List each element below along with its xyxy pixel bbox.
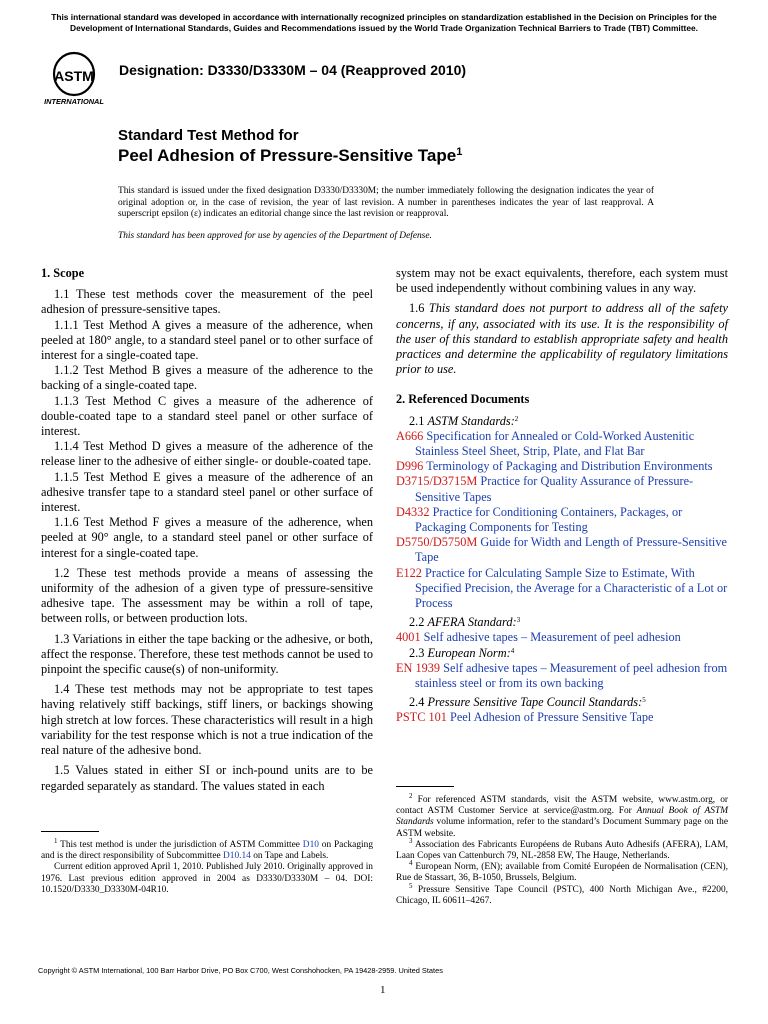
footnote-divider-right bbox=[396, 786, 454, 787]
refs-astm-number: 2.1 bbox=[409, 413, 425, 428]
ref-code[interactable]: D5750/D5750M bbox=[396, 535, 478, 550]
title-line-1: Standard Test Method for bbox=[118, 127, 299, 144]
ref-item[interactable] bbox=[396, 474, 728, 504]
scope-1-1-5: 1.1.5 Test Method E gives a measure of the adherence of an adhesive transfer tape to a standard steel panel or other surface of interest. bbox=[41, 469, 373, 515]
page-number: 1 bbox=[380, 984, 386, 996]
refs-afera-mark: 3 bbox=[516, 616, 521, 625]
fn1-edition: Current edition approved April 1, 2010. Published July 2010. Originally approved in 1976. Last previous edition approved in 2004 as D3330/D3330M – 04. DOI: 10.1520/D3330_D3330M-04R10. bbox=[41, 862, 373, 895]
logo-subtext: INTERNATIONAL bbox=[44, 97, 104, 106]
scope-1-1-6: 1.1.6 Test Method F gives a measure of the adherence, when peeled at 90° angle, to a standard steel panel or other surface of interest for a single-coated tape. bbox=[41, 515, 373, 560]
ref-code[interactable]: 4001 bbox=[396, 630, 421, 645]
refs-afera-number: 2.2 bbox=[409, 615, 425, 630]
ref-title[interactable]: Practice for Calculating Sample Size to Estimate, With Specified Precision, the Average for a Characteristic of a Lot or Process bbox=[415, 565, 728, 611]
fn2-text-c: volume information, refer to the standard’s Document Summary page on the ASTM website. bbox=[396, 817, 728, 839]
left-column bbox=[41, 266, 373, 794]
scope-1-6-number: 1.6 bbox=[409, 301, 425, 316]
scope-1-1-4: 1.1.4 Test Method D gives a measure of the adherence of the release liner to the adhesive of either single- or double-coated tape. bbox=[41, 439, 373, 469]
ref-item[interactable] bbox=[396, 535, 728, 565]
refs-pstc-mark: 5 bbox=[642, 696, 646, 705]
copyright: Copyright © ASTM International, 100 Barr Harbor Drive, PO Box C700, West Conshohocken, PA 19428-2959. United States bbox=[38, 966, 443, 975]
ref-item[interactable] bbox=[396, 459, 728, 474]
ref-code[interactable]: D4332 bbox=[396, 504, 430, 519]
refs-pstc-number: 2.4 bbox=[409, 695, 425, 710]
ref-title[interactable]: Self adhesive tapes – Measurement of peel adhesion bbox=[423, 630, 681, 645]
refs-afera-label: AFERA Standard: bbox=[427, 615, 517, 630]
fn4-mark: 4 bbox=[409, 859, 413, 868]
scope-1-5: 1.5 Values stated in either SI or inch-pound units are to be regarded separately as standard. The values stated in each bbox=[41, 763, 373, 793]
ref-item[interactable] bbox=[396, 505, 728, 535]
logo-text: ASTM bbox=[54, 68, 94, 84]
issue-statement: This standard is issued under the fixed designation D3330/D3330M; the number immediately following the designation indicates the year of original adoption or, in the case of revision, the year of last revision. A number in parentheses indicates the year of last reapproval. A superscript epsilon (ε) indicates an editorial change since the last revision or reapproval. bbox=[118, 186, 654, 220]
fn4-text: European Norm, (EN); available from Comité Européen de Normalisation (CEN), Rue de Stassart, 36, B-1050, Brussels, Belgium. bbox=[396, 862, 729, 884]
scope-1-4: 1.4 These test methods may not be appropriate to test tapes having relatively stiff backings, stiff liners, or backings showing high stretch at low forces. These characteristics will result in a high variability for the test response which is not a true indication of the real nature of the adhesive bond. bbox=[41, 682, 373, 758]
scope-1-1-2: 1.1.2 Test Method B gives a measure of the adherence to the backing of a single-coated tape. bbox=[41, 363, 373, 393]
designation: Designation: D3330/D3330M – 04 (Reapproved 2010) bbox=[119, 62, 467, 78]
astm-logo bbox=[40, 50, 108, 106]
fn3-text: Association des Fabricants Européens de Rubans Auto Adhesifs (AFERA), LAM, Laan Copes van Cattenburch 79, NL-2858 EW, The Hauge, Netherlands. bbox=[396, 839, 728, 862]
scope-1-1-1: 1.1.1 Test Method A gives a measure of the adherence, when peeled at 180° angle, to a standard steel panel or to other surface of interest for a single-coated tape. bbox=[41, 317, 373, 363]
fn1-text-b: on Packaging and is the direct responsibility of Subcommittee bbox=[41, 840, 374, 862]
ref-item[interactable] bbox=[396, 566, 728, 612]
fn5-text: Pressure Sensitive Tape Council (PSTC), 400 North Michigan Ave., #2200, Chicago, IL 60611–4267. bbox=[396, 884, 729, 906]
scope-heading: 1. Scope bbox=[41, 266, 85, 280]
astm-reference-list bbox=[396, 429, 728, 611]
refs-en-label: European Norm: bbox=[427, 645, 511, 660]
dod-approval: This standard has been approved for use by agencies of the Department of Defense. bbox=[118, 231, 432, 241]
ref-code[interactable]: D996 bbox=[396, 459, 424, 474]
refs-afera-subheading bbox=[396, 615, 728, 630]
standards-notice: This international standard was developed in accordance with internationally recognized principles on standardization established in the Decision on Principles for the Development of International Standards, Guides and Recommendations issued by the World Trade Organization Technical Barriers to Trade (TBT) Committee. bbox=[51, 12, 717, 33]
refs-en-subheading bbox=[396, 646, 728, 661]
fn2-book-title: Annual Book of ASTM Standards bbox=[396, 806, 728, 828]
refs-heading: 2. Referenced Documents bbox=[396, 392, 530, 407]
refs-en-mark: 4 bbox=[510, 646, 515, 655]
ref-item[interactable] bbox=[396, 661, 728, 691]
scope-1-1: 1.1 These test methods cover the measurement of the peel adhesion of pressure-sensitive tapes. bbox=[41, 287, 373, 317]
right-column bbox=[396, 266, 728, 726]
ref-title[interactable]: Practice for Quality Assurance of Pressure-Sensitive Tapes bbox=[415, 474, 694, 504]
ref-title[interactable]: Peel Adhesion of Pressure Sensitive Tape bbox=[450, 710, 654, 725]
refs-pstc-subheading bbox=[396, 695, 728, 710]
scope-1-6 bbox=[396, 301, 728, 377]
ref-title[interactable]: Practice for Conditioning Containers, Packages, or Packaging Components for Testing bbox=[415, 504, 683, 535]
scope-1-5-continued: system may not be exact equivalents, therefore, each system must be used independently without combining values in any way. bbox=[396, 266, 728, 296]
ref-title[interactable]: Guide for Width and Length of Pressure-Sensitive Tape bbox=[415, 535, 727, 565]
ref-code[interactable]: D3715/D3715M bbox=[396, 474, 478, 489]
footnotes-left bbox=[41, 837, 374, 896]
refs-pstc-label: Pressure Sensitive Tape Council Standards: bbox=[427, 695, 643, 710]
fn2-mark: 2 bbox=[409, 792, 413, 800]
fn5-mark: 5 bbox=[409, 881, 413, 890]
ref-code[interactable]: A666 bbox=[396, 428, 424, 443]
subcommittee-d10-14-link[interactable]: D10.14 bbox=[223, 851, 251, 862]
ref-item[interactable] bbox=[396, 429, 728, 459]
ref-code[interactable]: E122 bbox=[396, 565, 422, 580]
fn1-text-c: on Tape and Labels. bbox=[253, 851, 329, 862]
refs-astm-subheading bbox=[396, 414, 728, 429]
refs-en-number: 2.3 bbox=[409, 645, 425, 660]
footnotes-right bbox=[396, 792, 729, 907]
ref-code[interactable]: PSTC 101 bbox=[396, 710, 447, 725]
refs-astm-mark: 2 bbox=[514, 414, 519, 423]
ref-title[interactable]: Terminology of Packaging and Distribution Environments bbox=[426, 459, 713, 474]
scope-1-1-3: 1.1.3 Test Method C gives a measure of the adherence of double-coated tape to a standard steel panel or other surface of interest. bbox=[41, 393, 373, 439]
ref-code[interactable]: EN 1939 bbox=[396, 660, 441, 675]
committee-d10-link[interactable]: D10 bbox=[302, 840, 319, 850]
scope-1-6-text: This standard does not purport to address all of the safety concerns, if any, associated with its use. It is the responsibility of the user of this standard to establish appropriate safety and health practices and determine the applicability of regulatory limitations prior to use. bbox=[396, 301, 728, 377]
fn1-mark: 1 bbox=[54, 837, 58, 845]
ref-title[interactable]: Self adhesive tapes – Measurement of peel adhesion from stainless steel or from its own backing bbox=[415, 660, 728, 691]
title-footnote-mark: 1 bbox=[456, 146, 463, 158]
ref-item[interactable] bbox=[396, 630, 728, 645]
fn1-text-a: This test method is under the jurisdiction of ASTM Committee bbox=[60, 840, 300, 850]
ref-item[interactable] bbox=[396, 710, 728, 725]
scope-1-2: 1.2 These test methods provide a means of assessing the uniformity of the adhesion of a given type of pressure-sensitive adhesive tape. The assessment may be within a roll of tape, between rolls, or between production lots. bbox=[41, 565, 373, 626]
refs-astm-label: ASTM Standards: bbox=[427, 413, 515, 428]
fn3-mark: 3 bbox=[409, 836, 413, 845]
scope-1-3: 1.3 Variations in either the tape backing or the adhesive, or both, affect the response. Therefore, these test methods cannot be used to pinpoint the specific cause(s) of non-uniformity. bbox=[41, 631, 373, 677]
fn2-text-a: For referenced ASTM standards, visit the ASTM website, www.astm.org, or contact ASTM Customer Service at service@astm.org. For bbox=[396, 795, 729, 817]
title-text: Peel Adhesion of Pressure-Sensitive Tape bbox=[118, 146, 457, 165]
footnote-divider-left bbox=[41, 831, 99, 832]
ref-title[interactable]: Specification for Annealed or Cold-Worked Austenitic Stainless Steel Sheet, Strip, Plate, and Flat Bar bbox=[415, 428, 695, 459]
page-title bbox=[118, 146, 462, 166]
